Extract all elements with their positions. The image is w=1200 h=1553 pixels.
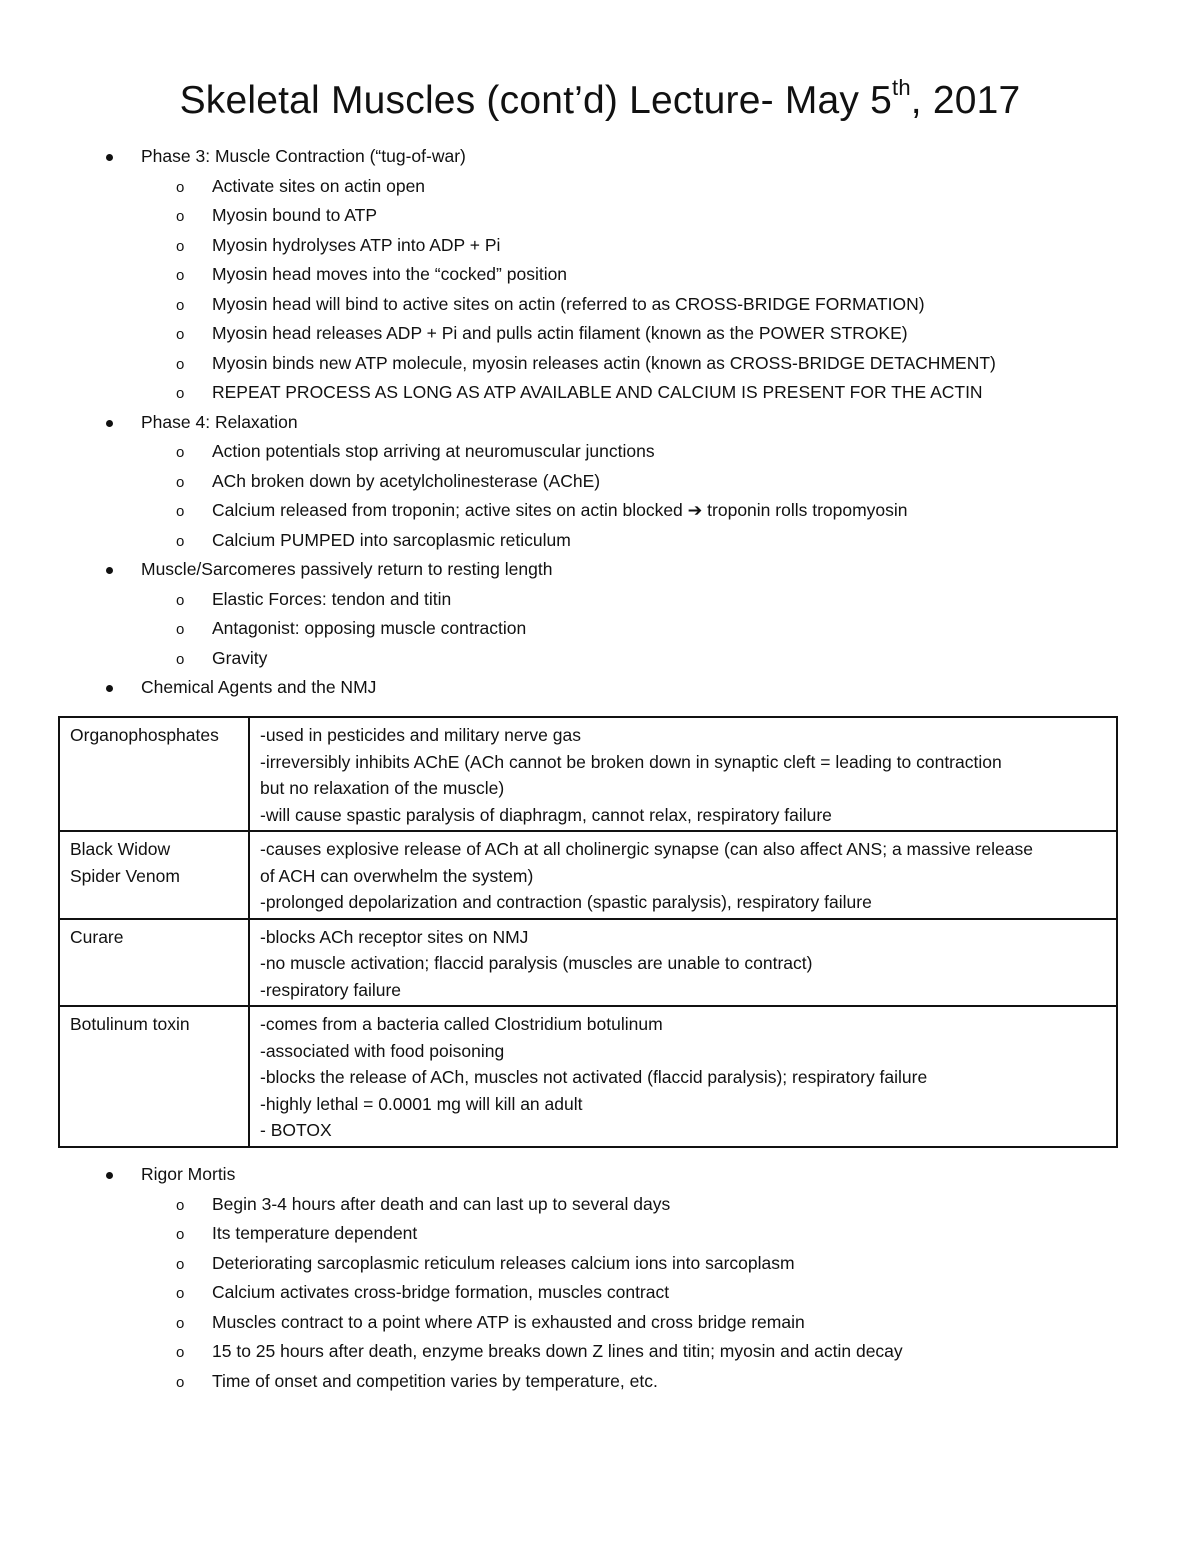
circle-bullet-icon: o — [176, 1196, 185, 1214]
outline-rigor-mortis — [0, 1160, 1200, 1396]
sub-bullet-item — [0, 1337, 1200, 1367]
bullet-text: Action potentials stop arriving at neuromuscular junctions — [212, 441, 655, 461]
agent-effect-line: but no relaxation of the muscle) — [260, 778, 505, 798]
agent-name-cell — [59, 717, 249, 831]
sub-bullet-item — [0, 1278, 1200, 1308]
title-superscript: th — [892, 75, 911, 100]
bullet-text: 15 to 25 hours after death, enzyme breaks down Z lines and titin; myosin and actin decay — [212, 1341, 903, 1361]
bullet-text: Chemical Agents and the NMJ — [141, 677, 377, 697]
sub-bullet-item — [0, 614, 1200, 644]
circle-bullet-icon: o — [176, 1285, 185, 1302]
bullet-text: Gravity — [212, 647, 268, 668]
bullet-dot-icon — [106, 154, 113, 161]
bullet-text: Muscles contract to a point where ATP is exhausted and cross bridge remain — [212, 1311, 805, 1332]
title-tail: , 2017 — [910, 79, 1021, 122]
circle-bullet-icon: o — [176, 178, 185, 196]
bullet-text: Rigor Mortis — [141, 1164, 236, 1184]
outline-phases — [0, 142, 1200, 703]
circle-bullet-icon: o — [176, 621, 185, 638]
bullet-text: Deteriorating sarcoplasmic reticulum releases calcium ions into sarcoplasm — [212, 1252, 795, 1273]
agent-name: Curare — [70, 926, 124, 947]
bullet-text: Its temperature dependent — [212, 1223, 418, 1243]
agent-effect-line: -no muscle activation; flaccid paralysis (muscles are unable to contract) — [260, 953, 813, 973]
sub-bullet-item — [0, 260, 1200, 290]
page-title — [0, 74, 1200, 128]
table-row — [59, 1006, 1117, 1147]
sub-bullet-item — [0, 201, 1200, 231]
sub-bullet-item — [0, 290, 1200, 320]
bullet-text: Myosin head moves into the “cocked” position — [212, 264, 568, 284]
bullet-text: Elastic Forces: tendon and titin — [212, 588, 452, 609]
bullet-item — [0, 555, 1200, 585]
table-row — [59, 717, 1117, 831]
sub-bullet-item — [0, 172, 1200, 202]
bullet-text: Myosin bound to ATP — [212, 205, 378, 225]
circle-bullet-icon: o — [176, 355, 185, 373]
bullet-text: Calcium released from troponin; active sites on actin blocked ➔ troponin rolls tropomyosin — [212, 500, 908, 520]
circle-bullet-icon: o — [176, 650, 185, 668]
agent-effect-line: -respiratory failure — [260, 979, 402, 1000]
circle-bullet-icon: o — [176, 532, 185, 550]
agent-name-cell — [59, 1006, 249, 1147]
sub-bullet-item — [0, 1249, 1200, 1279]
bullet-item — [0, 673, 1200, 703]
sub-bullet-item — [0, 526, 1200, 556]
agent-name: Organophosphates — [70, 725, 219, 745]
bullet-text: Myosin head releases ADP + Pi and pulls actin filament (known as the POWER STROKE) — [212, 323, 908, 343]
agent-effect-line: -causes explosive release of ACh at all cholinergic synapse (can also affect ANS; a massive release — [260, 839, 1033, 859]
sub-bullet-item — [0, 467, 1200, 497]
bullet-text: Myosin head will bind to active sites on actin (referred to as CROSS-BRIDGE FORMATION) — [212, 293, 925, 314]
bullet-item — [0, 1160, 1200, 1190]
agent-effect-line: -used in pesticides and military nerve gas — [260, 725, 581, 745]
circle-bullet-icon: o — [176, 591, 185, 609]
agent-effect-line: -will cause spastic paralysis of diaphragm, cannot relax, respiratory failure — [260, 804, 832, 825]
agent-name-cell — [59, 919, 249, 1007]
bullet-text: Phase 4: Relaxation — [141, 411, 298, 432]
bullet-text: Calcium activates cross-bridge formation, muscles contract — [212, 1282, 670, 1302]
bullet-text: Antagonist: opposing muscle contraction — [212, 618, 527, 638]
bullet-dot-icon — [106, 420, 113, 427]
circle-bullet-icon: o — [176, 208, 185, 225]
table-row — [59, 919, 1117, 1007]
bullet-text: REPEAT PROCESS AS LONG AS ATP AVAILABLE AND CALCIUM IS PRESENT FOR THE ACTIN — [212, 382, 983, 402]
agent-effects-cell — [249, 717, 1117, 831]
agent-name: Botulinum toxin — [70, 1014, 190, 1034]
sub-bullet-item — [0, 1190, 1200, 1220]
circle-bullet-icon: o — [176, 503, 185, 520]
title-main: Skeletal Muscles (cont’d) Lecture- May 5 — [179, 79, 893, 122]
bullet-text: Calcium PUMPED into sarcoplasmic reticulum — [212, 529, 571, 550]
circle-bullet-icon: o — [176, 1226, 185, 1243]
agent-effect-line: -comes from a bacteria called Clostridium botulinum — [260, 1014, 663, 1034]
agent-effect-line: -blocks ACh receptor sites on NMJ — [260, 926, 529, 947]
agent-effect-line: of ACH can overwhelm the system) — [260, 865, 534, 886]
agent-effects-cell — [249, 919, 1117, 1007]
bullet-text: Activate sites on actin open — [212, 175, 426, 196]
circle-bullet-icon: o — [176, 444, 185, 461]
table-row — [59, 831, 1117, 919]
bullet-text: ACh broken down by acetylcholinesterase (AChE) — [212, 470, 601, 491]
bullet-text: Phase 3: Muscle Contraction (“tug-of-war) — [141, 146, 466, 166]
agent-effect-line: -highly lethal = 0.0001 mg will kill an adult — [260, 1093, 583, 1114]
sub-bullet-item — [0, 319, 1200, 349]
agent-effect-line: -associated with food poisoning — [260, 1040, 505, 1061]
circle-bullet-icon: o — [176, 1373, 185, 1391]
agent-name: Spider Venom — [70, 865, 180, 886]
sub-bullet-item — [0, 1367, 1200, 1397]
bullet-text: Muscle/Sarcomeres passively return to resting length — [141, 559, 553, 579]
circle-bullet-icon: o — [176, 473, 185, 491]
bullet-text: Myosin hydrolyses ATP into ADP + Pi — [212, 234, 501, 255]
bullet-dot-icon — [106, 567, 113, 574]
circle-bullet-icon: o — [176, 1314, 185, 1332]
agent-effects-cell — [249, 1006, 1117, 1147]
sub-bullet-item — [0, 231, 1200, 261]
agent-effect-line: - BOTOX — [260, 1120, 332, 1140]
sub-bullet-item — [0, 585, 1200, 615]
bullet-item — [0, 142, 1200, 172]
sub-bullet-item — [0, 378, 1200, 408]
sub-bullet-item — [0, 496, 1200, 526]
agent-effect-line: -blocks the release of ACh, muscles not activated (flaccid paralysis); respiratory failure — [260, 1067, 928, 1087]
sub-bullet-item — [0, 437, 1200, 467]
bullet-item — [0, 408, 1200, 438]
chemical-agents-table — [58, 716, 1118, 1148]
bullet-text: Time of onset and competition varies by temperature, etc. — [212, 1370, 658, 1391]
bullet-dot-icon — [106, 1172, 113, 1179]
circle-bullet-icon: o — [176, 1344, 185, 1361]
circle-bullet-icon: o — [176, 237, 185, 255]
agent-effects-cell — [249, 831, 1117, 919]
bullet-text: Myosin binds new ATP molecule, myosin releases actin (known as CROSS-BRIDGE DETACHMENT) — [212, 352, 996, 373]
agent-name-cell — [59, 831, 249, 919]
agent-effect-line: -prolonged depolarization and contraction (spastic paralysis), respiratory failure — [260, 892, 872, 912]
circle-bullet-icon: o — [176, 326, 185, 343]
agent-effect-line: -irreversibly inhibits AChE (ACh cannot be broken down in synaptic cleft = leading to contraction — [260, 751, 1002, 772]
sub-bullet-item — [0, 1219, 1200, 1249]
bullet-dot-icon — [106, 685, 113, 692]
sub-bullet-item — [0, 644, 1200, 674]
sub-bullet-item — [0, 1308, 1200, 1338]
circle-bullet-icon: o — [176, 1255, 185, 1273]
bullet-text: Begin 3-4 hours after death and can last up to several days — [212, 1193, 671, 1214]
circle-bullet-icon: o — [176, 296, 185, 314]
circle-bullet-icon: o — [176, 385, 185, 402]
sub-bullet-item — [0, 349, 1200, 379]
agent-name: Black Widow — [70, 839, 171, 859]
circle-bullet-icon: o — [176, 267, 185, 284]
